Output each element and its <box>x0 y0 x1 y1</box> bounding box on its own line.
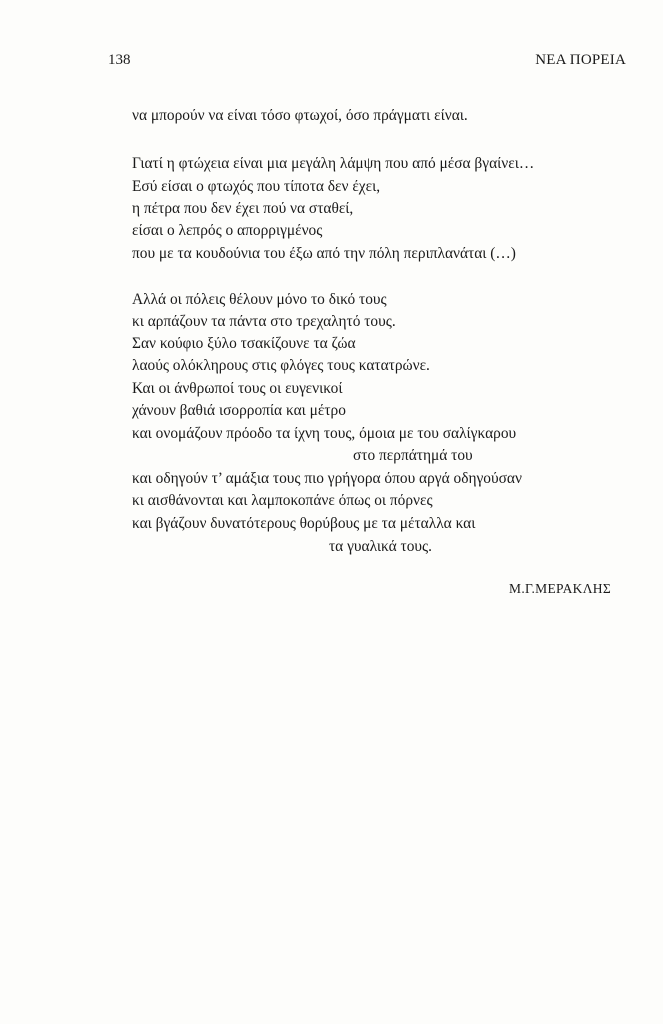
poem-line: και ονομάζουν πρόοδο τα ίχνη τους, όμοια με του σαλίγκαρου <box>132 425 517 442</box>
poem-line: είσαι ο λεπρός ο απορριγμένος <box>132 222 323 239</box>
poem-line: Εσύ είσαι ο φτωχός που τίποτα δεν έχει, <box>132 178 381 195</box>
poem-line: να μπορούν να είναι τόσο φτωχοί, όσο πράγματι είναι. <box>132 107 468 124</box>
poem-line: και βγάζουν δυνατότερους θορύβους με τα μέταλλα και <box>132 515 476 532</box>
poem-line-indented: στο περπάτημά του <box>353 447 473 464</box>
poem-line: Σαν κούφιο ξύλο τσακίζουνε τα ζώα <box>132 335 356 352</box>
poem-line: Αλλά οι πόλεις θέλουν μόνο το δικό τους <box>132 291 387 308</box>
page-number: 138 <box>108 52 131 68</box>
poem-line: Και οι άνθρωποί τους οι ευγενικοί <box>132 380 343 397</box>
author-signature: Μ.Γ.ΜΕΡΑΚΛΗΣ <box>509 581 611 596</box>
poem-line: και οδηγούν τ’ αμάξια τους πιο γρήγορα όπου αργά οδηγούσαν <box>132 470 522 487</box>
poem-line: Γιατί η φτώχεια είναι μια μεγάλη λάμψη που από μέσα βγαίνει… <box>132 155 535 172</box>
poem-line: η πέτρα που δεν έχει πού να σταθεί, <box>132 200 354 217</box>
poem-line: κι αισθάνονται και λαμποκοπάνε όπως οι πόρνες <box>132 492 433 509</box>
poem-line-indented: τα γυαλικά τους. <box>329 538 432 555</box>
poem-line: που με τα κουδούνια του έξω από την πόλη περιπλανάται (…) <box>132 245 516 262</box>
poem-line: χάνουν βαθιά ισορροπία και μέτρο <box>132 402 346 419</box>
poem-line: λαούς ολόκληρους στις φλόγες τους κατατρώνε. <box>132 357 430 374</box>
poem-line: κι αρπάζουν τα πάντα στο τρεχαλητό τους. <box>132 313 396 330</box>
running-title: ΝΕΑ ΠΟΡΕΙΑ <box>535 52 626 68</box>
